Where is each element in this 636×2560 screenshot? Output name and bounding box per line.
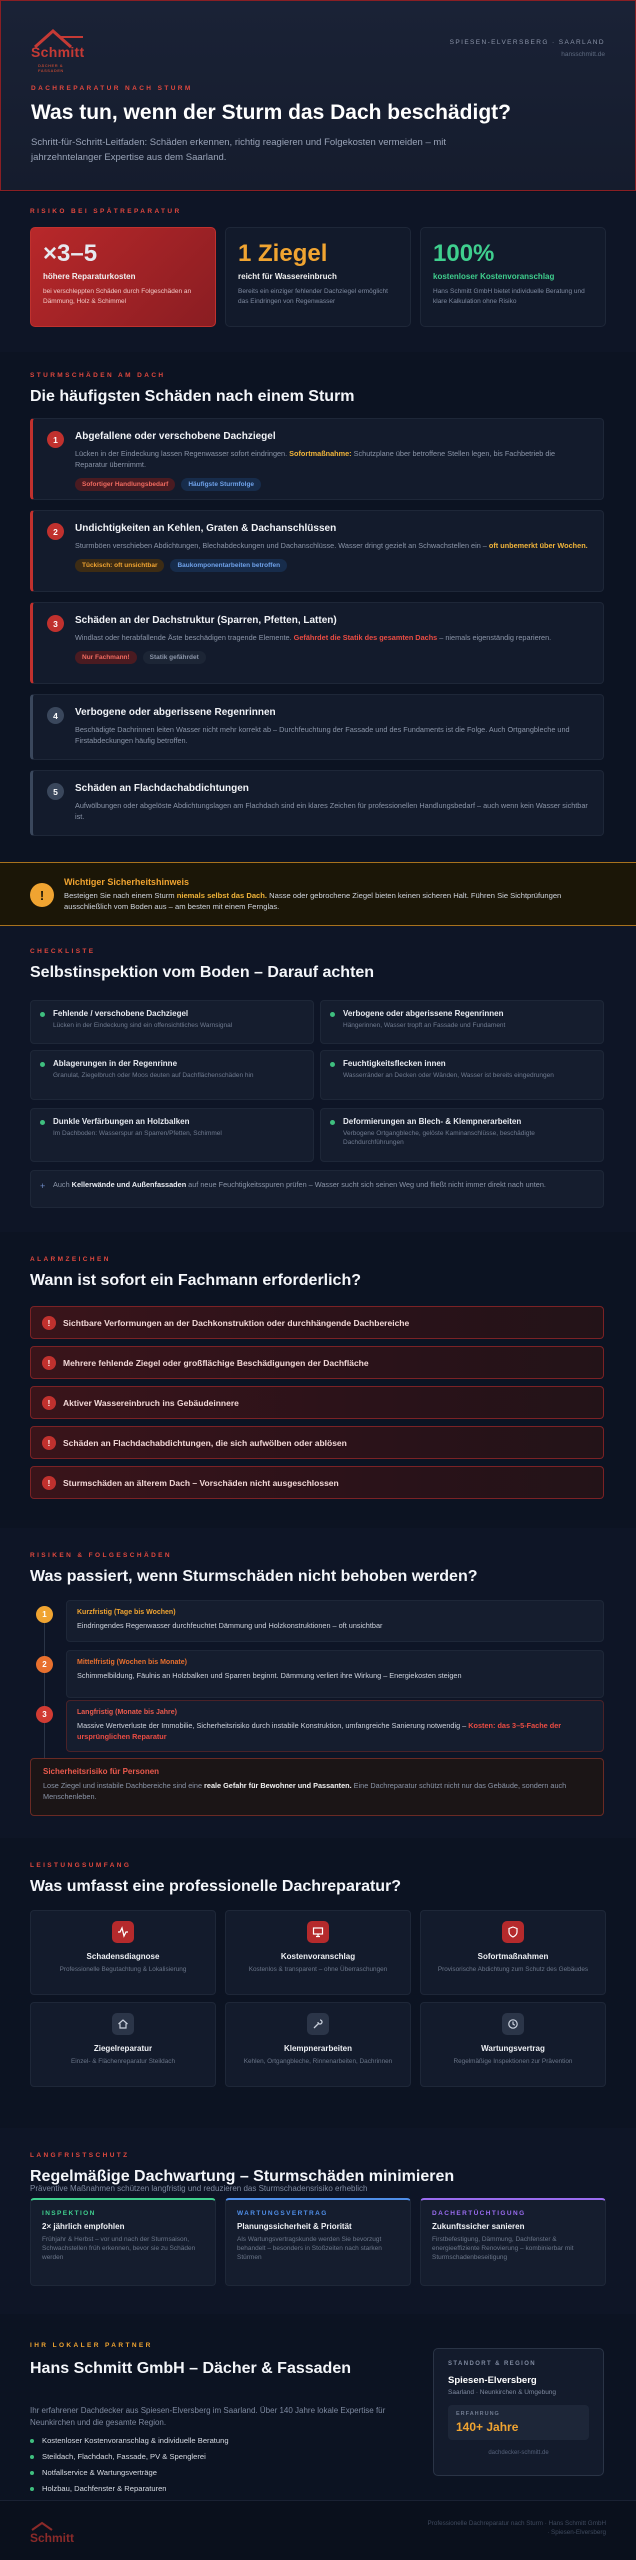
maint-card-kicker: WARTUNGSVERTRAG: [237, 2210, 328, 2217]
check-item[interactable]: [320, 1000, 604, 1044]
service-desc: Einzel- & Flächenreparatur Steildach: [70, 2058, 176, 2065]
risk-timeline-section: [0, 1528, 636, 1838]
experience-value: 140+ Jahre: [456, 2420, 519, 2434]
service-title: Kostenvoranschlag: [280, 1952, 356, 1961]
page-subtitle: Schritt-für-Schritt-Leitfaden: Schäden erkennen, richtig reagieren und Folgekosten vermeiden – mit jahrzehntelanger Expertise aus dem Saarland.: [31, 137, 447, 163]
service-desc: Provisorische Abdichtung zum Schutz des Gebäudes: [437, 1966, 589, 1973]
stat-card-tile: [225, 227, 411, 327]
experience-label: ERFAHRUNG: [456, 2411, 500, 2417]
timeline-dot: 1: [36, 1606, 53, 1623]
service-title: Klempnerarbeiten: [283, 2044, 353, 2053]
check-item-title: Deformierungen an Blech- & Klempnerarbeiten: [343, 1117, 522, 1126]
maint-card-inspection[interactable]: [30, 2198, 216, 2286]
damage-number: 1: [47, 431, 64, 448]
maint-card-desc: Frühjahr & Herbst – vor und nach der Sturmsaison, Schwachstellen früh erkennen, bevor sie zu Schäden werden: [42, 2236, 196, 2261]
damage-card-4[interactable]: [30, 694, 604, 760]
stat-value: ×3–5: [43, 240, 98, 267]
damage-title-text: Schäden an Flachdachabdichtungen: [75, 783, 249, 794]
page-title: Was tun, wenn der Sturm das Dach beschädigt?: [31, 101, 511, 124]
service-card-tiles[interactable]: [30, 2002, 216, 2087]
service-card-maintenance[interactable]: [420, 2002, 606, 2087]
stats-kicker: RISIKO BEI SPÄTREPARATUR: [30, 208, 182, 215]
stat-card-cost: [30, 227, 216, 327]
service-desc: Kehlen, Ortgangbleche, Rinnenarbeiten, Dachrinnen: [243, 2058, 393, 2065]
check-dot-icon: [40, 1012, 45, 1017]
check-item-desc: Lücken in der Eindeckung sind ein offensichtliches Warnsignal: [53, 1022, 233, 1029]
maint-card-kicker: INSPEKTION: [42, 2210, 96, 2217]
maint-card-title: 2× jährlich empfohlen: [42, 2222, 125, 2231]
brand-name: Schmitt: [31, 44, 85, 60]
stat-text: bei verschleppten Schäden durch Folgeschäden an Dämmung, Holz & Schimmel: [43, 288, 192, 305]
damage-section: [0, 352, 636, 862]
safety-box-title: Sicherheitsrisiko für Personen: [43, 1767, 160, 1776]
service-desc: Regelmäßige Inspektionen zur Prävention: [453, 2058, 573, 2065]
hero-kicker: DACHREPARATUR NACH STURM: [31, 85, 193, 92]
tag-components: Baukomponentarbeiten betroffen: [170, 559, 287, 572]
experience-box: [448, 2405, 589, 2440]
wrench-icon: [307, 2013, 329, 2035]
check-item-title: Dunkle Verfärbungen an Holzbalken: [53, 1117, 190, 1126]
footer-text: Professionelle Dachreparatur nach Sturm · Hans Schmitt GmbH · Spiesen-Elversberg: [427, 2520, 606, 2536]
risk-period: Langfristig (Monate bis Jahre): [77, 1709, 177, 1716]
tag-frequent: Häufigste Sturmfolge: [181, 478, 261, 491]
damage-title-text: Schäden an der Dachstruktur (Sparren, Pfetten, Latten): [75, 615, 337, 626]
service-card-immediate[interactable]: [420, 1910, 606, 1995]
risk-card-short: [66, 1600, 604, 1642]
about-feature-list: [30, 2436, 229, 2500]
check-item-desc: Im Dachboden: Wasserspur an Sparren/Pfetten, Schimmel: [53, 1130, 222, 1137]
about-section: [0, 2314, 636, 2500]
service-title: Sofortmaßnahmen: [477, 1952, 549, 1961]
maint-title: Regelmäßige Dachwartung – Sturmschäden minimieren: [30, 2168, 455, 2185]
about-title: Hans Schmitt GmbH – Dächer & Fassaden: [30, 2360, 351, 2377]
header-website-link[interactable]: hansschmitt.de: [561, 51, 605, 58]
monitor-icon: [307, 1921, 329, 1943]
check-item-title: Feuchtigkeitsflecken innen: [343, 1059, 446, 1068]
maint-card-desc: Als Wartungsvertragskunde werden Sie bevorzugt behandelt – besonders in Stoßzeiten nach starken Stürmen: [237, 2236, 382, 2261]
plus-icon: +: [40, 1181, 46, 1191]
timeline-dot: 2: [36, 1656, 53, 1673]
page-footer: [0, 2500, 636, 2560]
damage-description: Lücken in der Eindeckung lassen Regenwasser sofort eindringen. Sofortmaßnahme: Schutzplane über betroffene Stellen legen, bis Fachbetrieb die Reparatur übernimmt.: [75, 449, 556, 469]
check-dot-icon: [330, 1120, 335, 1125]
location-city: Spiesen-Elversberg: [448, 2375, 537, 2386]
damage-description: Beschädigte Dachrinnen leiten Wasser nicht mehr korrekt ab – Durchfeuchtung der Fassade und des Fundaments ist die Folge. Auch Ortgangbleche und Firstabdeckungen häufig betroffen.: [75, 725, 570, 745]
check-item-desc: Verbogene Ortgangbleche, gelöste Kaminanschlüsse, beschädigte Dachdurchführungen: [343, 1130, 535, 1146]
risk-kicker: RISIKEN & FOLGESCHÄDEN: [30, 1552, 173, 1559]
tag-hidden: Tückisch: oft unsichtbar: [75, 559, 164, 572]
damage-number: 3: [47, 615, 64, 632]
check-item-title: Ablagerungen in der Regenrinne: [53, 1059, 178, 1068]
company-logo[interactable]: [31, 27, 91, 71]
maint-card-desc: Firstbefestigung, Dämmung, Dachfenster & energieeffiziente Renovierung – kombinierbar mit Sturmschadenbeseitigung: [432, 2236, 574, 2261]
about-feature: Kostenloser Kostenvoranschlag & individuelle Beratung: [30, 2436, 229, 2452]
warning-text: Besteigen Sie nach einem Sturm niemals selbst das Dach. Nasse oder gebrochene Ziegel bieten keinen sicheren Halt. Führen Sie Sichtprüfungen ausschließlich vom Boden aus – am besten mit einem Fernglas.: [64, 891, 562, 911]
warning-title: Wichtiger Sicherheitshinweis: [64, 877, 189, 887]
damage-title: Die häufigsten Schäden nach einem Sturm: [30, 388, 355, 405]
timeline-dot: 3: [36, 1706, 53, 1723]
alarm-item[interactable]: ! Sturmschäden an älterem Dach – Vorschäden nicht ausgeschlossen: [30, 1466, 604, 1499]
safety-box-text: Lose Ziegel und instabile Dachbereiche sind eine reale Gefahr für Bewohner und Passanten. Eine Dachreparatur schützt nicht nur das Gebäude, sondern auch Menschenleben.: [43, 1781, 567, 1801]
about-text: Ihr erfahrener Dachdecker aus Spiesen-Elversberg im Saarland. Über 140 Jahre lokale Expertise für Neunkirchen und die gesamte Region.: [30, 2406, 386, 2427]
check-item[interactable]: [320, 1108, 604, 1162]
check-dot-icon: [330, 1062, 335, 1067]
damage-card-5[interactable]: [30, 770, 604, 836]
stat-label: kostenloser Kostenvoranschlag: [433, 272, 555, 281]
tag-statics: Statik gefährdet: [143, 651, 206, 664]
maint-subtitle: Präventive Maßnahmen schützen langfristig und reduzieren das Sturmschadensrisiko erheblich: [30, 2184, 368, 2193]
services-section: [0, 1838, 636, 2128]
damage-description: Aufwölbungen oder abgelöste Abdichtungslagen am Flachdach sind ein klares Zeichen für professionellen Handlungsbedarf – auch wenn kein Wasser sichtbar ist.: [75, 801, 588, 821]
tag-expert-only: Nur Fachmann!: [75, 651, 137, 664]
stat-value: 100%: [433, 240, 495, 267]
footer-brand: Schmitt: [30, 2531, 75, 2545]
risk-card-mid: [66, 1650, 604, 1698]
pulse-icon: [112, 1921, 134, 1943]
about-feature: Notfallservice & Wartungsverträge: [30, 2468, 229, 2484]
maint-card-title: Zukunftssicher sanieren: [432, 2222, 525, 2231]
check-item[interactable]: [320, 1050, 604, 1100]
service-desc: Kostenlos & transparent – ohne Überraschungen: [248, 1966, 388, 1973]
about-feature: Holzbau, Dachfenster & Reparaturen: [30, 2484, 229, 2500]
check-dot-icon: [40, 1120, 45, 1125]
check-item[interactable]: [30, 1050, 314, 1100]
check-item-desc: Wasserränder an Decken oder Wänden, Wasser ist bereits eingedrungen: [343, 1072, 554, 1079]
alarm-title: Wann ist sofort ein Fachmann erforderlich?: [30, 1272, 361, 1289]
maintenance-section: [0, 2128, 636, 2314]
service-card-diagnosis[interactable]: [30, 1910, 216, 1995]
stat-label: höhere Reparaturkosten: [43, 272, 136, 281]
damage-card-3[interactable]: [30, 602, 604, 684]
service-desc: Professionelle Begutachtung & Lokalisierung: [59, 1966, 187, 1973]
roof-logo-icon: [30, 2521, 70, 2531]
header-location: SPIESEN-ELVERSBERG · SAARLAND: [449, 39, 605, 46]
about-website-link[interactable]: dachdecker-schmitt.de: [488, 2450, 549, 2456]
risk-desc: Eindringendes Regenwasser durchfeuchtet Dämmung und Holzkonstruktionen – oft unsichtbar: [77, 1621, 383, 1630]
services-kicker: LEISTUNGSUMFANG: [30, 1862, 132, 1869]
check-item[interactable]: [30, 1108, 314, 1162]
service-title: Ziegelreparatur: [93, 2044, 153, 2053]
risk-desc: Schimmelbildung, Fäulnis an Holzbalken und Sparren beginnt. Dämmung verliert ihre Wirkung – Energiekosten steigen: [77, 1671, 462, 1680]
location-card: [433, 2348, 604, 2476]
timeline-line: [44, 1616, 45, 1766]
alert-icon: !: [42, 1436, 56, 1450]
risk-desc: Massive Wertverluste der Immobilie, Sicherheitsrisiko durch instabile Konstruktion, umfangreiche Sanierung notwendig – Kosten: das 3–5-Fache der ursprünglichen Reparatur: [77, 1721, 562, 1741]
damage-number: 5: [47, 783, 64, 800]
damage-description: Sturmböen verschieben Abdichtungen, Blechabdeckungen und Dachanschlüsse. Wasser dringt gezielt an Schwachstellen ein – oft unbemerkt über Wochen.: [75, 541, 588, 550]
maint-card-kicker: DACHERTÜCHTIGUNG: [432, 2210, 526, 2217]
about-kicker: IHR LOKALER PARTNER: [30, 2342, 153, 2349]
home-icon: [112, 2013, 134, 2035]
check-extra-note: + Auch Kellerwände und Außenfassaden auf neue Feuchtigkeitsspuren prüfen – Wasser sucht sich seinen Weg und fließt nicht immer direkt nach unten.: [30, 1170, 604, 1208]
check-dot-icon: [40, 1062, 45, 1067]
stat-card-free-quote: [420, 227, 606, 327]
damage-number: 2: [47, 523, 64, 540]
services-title: Was umfasst eine professionelle Dachreparatur?: [30, 1878, 402, 1895]
check-item-desc: Granulat, Ziegelbruch oder Moos deuten auf Dachflächenschäden hin: [53, 1072, 254, 1079]
alarm-kicker: ALARMZEICHEN: [30, 1256, 111, 1263]
brand-tagline: DÄCHER & FASSADEN: [38, 63, 64, 73]
stat-text: Hans Schmitt GmbH bietet individuelle Beratung und klare Kalkulation ohne Risiko: [433, 288, 585, 305]
footer-logo[interactable]: [30, 2521, 74, 2545]
safety-warning-banner: [0, 862, 636, 926]
personal-safety-box: [30, 1758, 604, 1816]
alarm-item[interactable]: ! Aktiver Wassereinbruch ins Gebäudeinnere: [30, 1386, 604, 1419]
damage-title-text: Verbogene oder abgerissene Regenrinnen: [75, 707, 276, 718]
service-card-plumbing[interactable]: [225, 2002, 411, 2087]
clock-icon: [502, 2013, 524, 2035]
risk-stats-section: [0, 192, 636, 352]
damage-kicker: STURMSCHÄDEN AM DACH: [30, 372, 166, 379]
stat-value: 1 Ziegel: [238, 240, 328, 267]
alarm-section: [0, 1232, 636, 1528]
check-item-title: Verbogene oder abgerissene Regenrinnen: [343, 1009, 504, 1018]
hero-header: [0, 0, 636, 191]
check-item-title: Fehlende / verschobene Dachziegel: [53, 1009, 189, 1018]
service-card-quote[interactable]: [225, 1910, 411, 1995]
maint-card-title: Planungssicherheit & Priorität: [237, 2222, 352, 2231]
service-title: Wartungsvertrag: [481, 2044, 545, 2053]
about-feature: Steildach, Flachdach, Fassade, PV & Spenglerei: [30, 2452, 229, 2468]
damage-description: Windlast oder herabfallende Äste beschädigen tragende Elemente. Gefährdet die Statik des gesamten Dachs – niemals eigenständig reparieren.: [75, 633, 552, 642]
damage-title-text: Abgefallene oder verschobene Dachziegel: [75, 431, 276, 442]
alert-icon: !: [42, 1356, 56, 1370]
location-kicker: STANDORT & REGION: [448, 2361, 537, 2367]
stat-label: reicht für Wassereinbruch: [238, 272, 337, 281]
checklist-section: [0, 926, 636, 1232]
alert-icon: !: [42, 1396, 56, 1410]
alert-icon: !: [42, 1316, 56, 1330]
risk-title: Was passiert, wenn Sturmschäden nicht behoben werden?: [30, 1568, 478, 1585]
warning-icon: !: [30, 883, 54, 907]
risk-period: Mittelfristig (Wochen bis Monate): [77, 1659, 187, 1666]
service-title: Schadensdiagnose: [86, 1952, 160, 1961]
risk-period: Kurzfristig (Tage bis Wochen): [77, 1609, 176, 1616]
damage-title-text: Undichtigkeiten an Kehlen, Graten & Dachanschlüssen: [75, 523, 337, 534]
alert-icon: !: [42, 1476, 56, 1490]
alarm-item[interactable]: ! Mehrere fehlende Ziegel oder großflächige Beschädigungen der Dachfläche: [30, 1346, 604, 1379]
alarm-item[interactable]: ! Schäden an Flachdachabdichtungen, die sich aufwölben oder ablösen: [30, 1426, 604, 1459]
damage-card-2[interactable]: [30, 510, 604, 592]
maint-card-contract[interactable]: [225, 2198, 411, 2286]
tag-urgent: Sofortiger Handlungsbedarf: [75, 478, 175, 491]
check-dot-icon: [330, 1012, 335, 1017]
maint-kicker: LANGFRISTSCHUTZ: [30, 2152, 130, 2159]
risk-card-long: [66, 1700, 604, 1752]
check-kicker: CHECKLISTE: [30, 948, 96, 955]
alarm-item[interactable]: ! Sichtbare Verformungen an der Dachkonstruktion oder durchhängende Dachbereiche: [30, 1306, 604, 1339]
check-item[interactable]: [30, 1000, 314, 1044]
shield-icon: [502, 1921, 524, 1943]
location-region: Saarland · Neunkirchen & Umgebung: [448, 2389, 557, 2396]
damage-card-1[interactable]: [30, 418, 604, 500]
check-title: Selbstinspektion vom Boden – Darauf achten: [30, 964, 375, 981]
stat-text: Bereits ein einziger fehlender Dachziegel ermöglicht das Eindringen von Regenwasser: [238, 288, 388, 305]
damage-number: 4: [47, 707, 64, 724]
check-item-desc: Hängerinnen, Wasser tropft an Fassade und Fundament: [343, 1022, 506, 1029]
maint-card-upgrade[interactable]: [420, 2198, 606, 2286]
